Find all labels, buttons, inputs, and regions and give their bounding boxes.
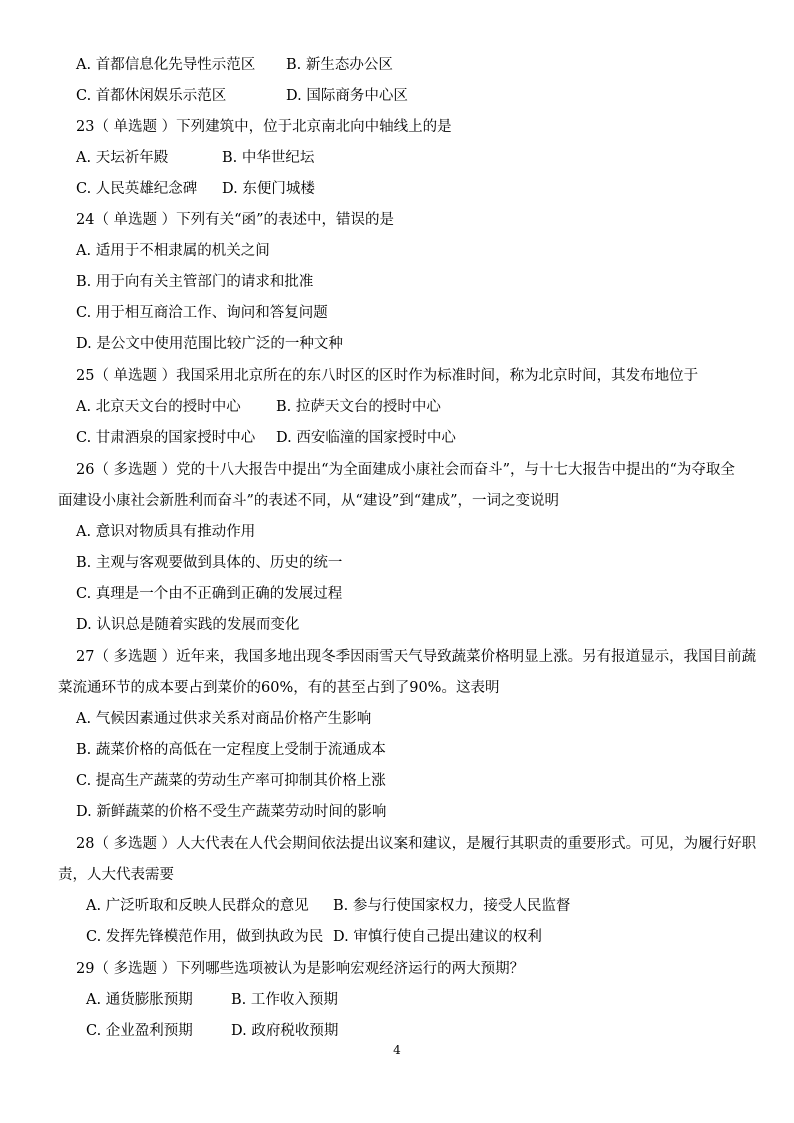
option-b: B. 新生态办公区 <box>286 57 393 73</box>
question-stem: 25（ 单选题 ）我国采用北京所在的东八时区的区时作为标准时间，称为北京时间，其发布地位于 <box>76 368 699 384</box>
option-b: B. 工作收入预期 <box>231 992 338 1008</box>
option-c: C. 用于相互商洽工作、询问和答复问题 <box>76 305 328 321</box>
option-b: B. 中华世纪坛 <box>222 150 315 166</box>
option-a: A. 天坛祈年殿 <box>76 150 169 166</box>
option-b: B. 主观与客观要做到具体的、历史的统一 <box>76 555 343 571</box>
option-a: A. 气候因素通过供求关系对商品价格产生影响 <box>76 711 372 727</box>
option-a: A. 首都信息化先导性示范区 <box>76 57 256 73</box>
option-c: C. 发挥先锋模范作用，做到执政为民 <box>86 929 324 945</box>
question-stem: 26（ 多选题 ）党的十八大报告中提出“为全面建成小康社会而奋斗”，与十七大报告中提出的“为夺取全 <box>76 462 735 478</box>
option-b: B. 蔬菜价格的高低在一定程度上受制于流通成本 <box>76 742 386 758</box>
question-stem: 29（ 多选题 ）下列哪些选项被认为是影响宏观经济运行的两大预期？ <box>76 961 525 977</box>
option-d: D. 是公文中使用范围比较广泛的一种文种 <box>76 336 343 352</box>
option-c: C. 真理是一个由不正确到正确的发展过程 <box>76 586 343 602</box>
option-a: A. 广泛听取和反映人民群众的意见 <box>86 898 309 914</box>
question-stem-continued: 面建设小康社会新胜利而奋斗”的表述不同，从“建设”到“建成”，一词之变说明 <box>58 493 560 509</box>
question-stem: 24（ 单选题 ）下列有关“函”的表述中，错误的是 <box>76 212 394 228</box>
option-d: D. 东便门城楼 <box>222 181 315 197</box>
option-c: C. 甘肃酒泉的国家授时中心 <box>76 430 256 446</box>
option-c: C. 首都休闲娱乐示范区 <box>76 88 227 104</box>
option-d: D. 新鲜蔬菜的价格不受生产蔬菜劳动时间的影响 <box>76 804 387 820</box>
option-d: D. 认识总是随着实践的发展而变化 <box>76 617 300 633</box>
question-stem-continued: 菜流通环节的成本要占到菜价的60%，有的甚至占到了90%。这表明 <box>58 680 500 696</box>
question-stem: 28（ 多选题 ）人大代表在人代会期间依法提出议案和建议，是履行其职责的重要形式。可见，为履行好职 <box>76 836 757 852</box>
option-d: D. 西安临潼的国家授时中心 <box>276 430 456 446</box>
option-b: B. 用于向有关主管部门的请求和批准 <box>76 274 314 290</box>
option-c: C. 企业盈利预期 <box>86 1023 193 1039</box>
option-a: A. 适用于不相隶属的机关之间 <box>76 243 270 259</box>
option-c: C. 提高生产蔬菜的劳动生产率可抑制其价格上涨 <box>76 773 386 789</box>
option-d: D. 国际商务中心区 <box>286 88 408 104</box>
option-a: A. 意识对物质具有推动作用 <box>76 524 256 540</box>
option-c: C. 人民英雄纪念碑 <box>76 181 198 197</box>
option-d: D. 政府税收预期 <box>231 1023 339 1039</box>
option-a: A. 通货膨胀预期 <box>86 992 193 1008</box>
question-stem-continued: 责，人大代表需要 <box>58 867 174 883</box>
option-a: A. 北京天文台的授时中心 <box>76 399 241 415</box>
option-d: D. 审慎行使自己提出建议的权利 <box>333 929 542 945</box>
page-number: 4 <box>393 1043 401 1057</box>
question-stem: 27（ 多选题 ）近年来，我国多地出现冬季因雨雪天气导致蔬菜价格明显上涨。另有报道显示，我国目前蔬 <box>76 649 757 665</box>
question-stem: 23（ 单选题 ）下列建筑中，位于北京南北向中轴线上的是 <box>76 119 452 135</box>
option-b: B. 拉萨天文台的授时中心 <box>276 399 441 415</box>
option-b: B. 参与行使国家权力，接受人民监督 <box>333 898 571 914</box>
